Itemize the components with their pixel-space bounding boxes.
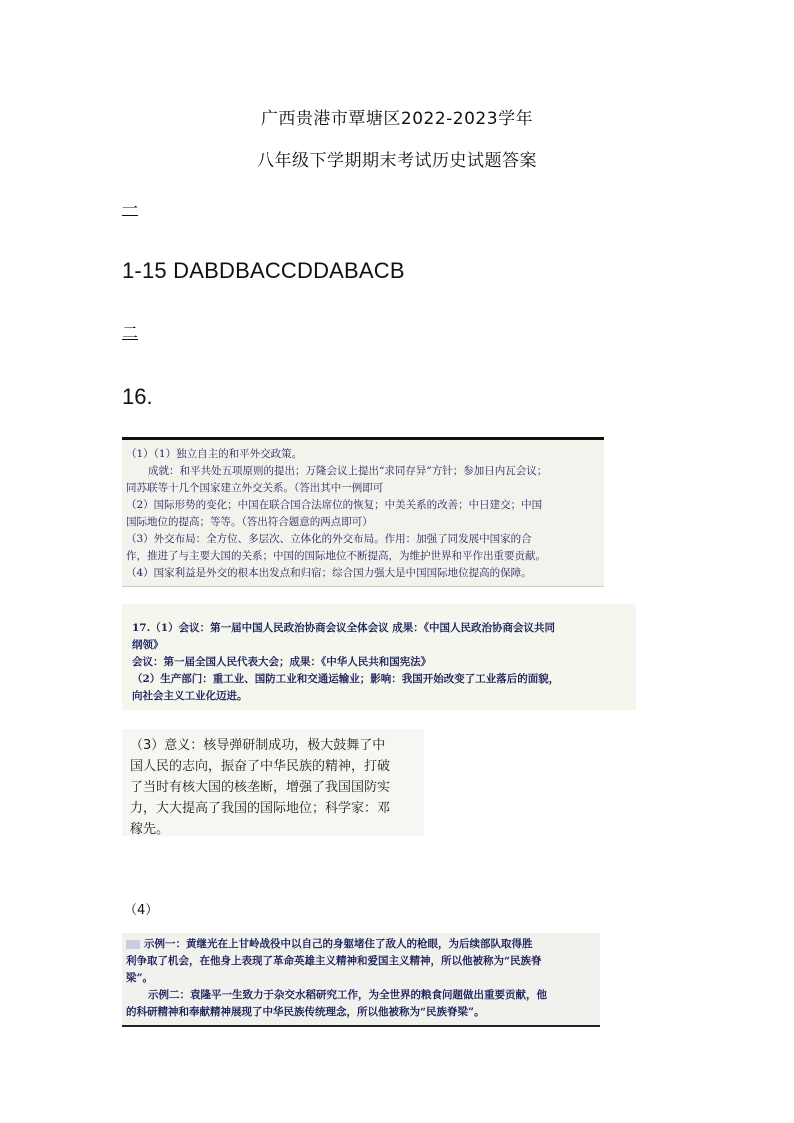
q16-line: （2）国际形势的变化；中国在联合国合法席位的恢复；中美关系的改善；中日建交；中国: [126, 499, 543, 511]
q17-line: 向社会主义工业化迈进。: [132, 690, 248, 702]
q17-4-line: 梁”。: [126, 972, 154, 984]
q17-3-line: 力，大大提高了我国的国际地位；科学家：邓: [130, 801, 391, 816]
scan-smudge-icon: [126, 940, 140, 949]
q17-3-line: 稼先。: [130, 822, 170, 837]
document-title-line1: 广西贵港市覃塘区2022-2023学年: [260, 109, 534, 129]
section-two-heading: 二: [122, 323, 139, 342]
q17-3-line: 国人民的志向，振奋了中华民族的精神，打破: [130, 759, 391, 774]
q16-line: 同苏联等十几个国家建立外交关系。（答出其中一例即可: [126, 482, 384, 494]
q17-3-line: （3）意义：核导弹研制成功，极大鼓舞了中: [130, 738, 386, 753]
q17-line: 会议：第一届全国人民代表大会；成果：《中华人民共和国宪法》: [132, 656, 432, 668]
q17-4-line: 示例一：黄继光在上甘岭战役中以自己的身躯堵住了敌人的枪眼，为后续部队取得胜: [144, 938, 533, 950]
question-16-answer-scan: [122, 437, 604, 587]
q17-4-line: 利争取了机会，在他身上表现了革命英雄主义精神和爱国主义精神，所以他被称为“民族脊: [126, 955, 542, 967]
question-17-part3-answer: [122, 729, 424, 836]
q16-line: 作，推进了与主要大国的关系；中国的国际地位不断提高，为维护世界和平作出重要贡献。: [126, 550, 546, 562]
q16-line: （1）（1）独立自主的和平外交政策。: [126, 448, 303, 460]
q17-line: 纲领》: [132, 639, 164, 651]
q16-line: 成就：和平共处五项原则的提出；万隆会议上提出“求同存异”方针；参加日内瓦会议；: [148, 465, 548, 477]
q16-line: 国际地位的提高；等等。（答出符合题意的两点即可）: [126, 516, 373, 528]
q17-4-line: 示例二：袁隆平一生致力于杂交水稻研究工作，为全世界的粮食问题做出重要贡献，他: [148, 989, 547, 1001]
q16-line: （4）国家利益是外交的根本出发点和归宿；综合国力强大是中国国际地位提高的保障。: [126, 567, 532, 579]
section-one-heading: 一: [122, 199, 139, 218]
q16-line: （3）外交布局：全方位、多层次、立体化的外交布局。作用：加强了同发展中国家的合: [126, 533, 532, 545]
q17-4-line: 的科研精神和奉献精神展现了中华民族传统理念，所以他被称为“民族脊梁”。: [126, 1006, 485, 1018]
multiple-choice-answers: 1-15 DABDBACCDDABACB: [122, 258, 405, 283]
q17-line: 17.（1）会议：第一届中国人民政治协商会议全体会议 成果：《中国人民政治协商会议共同: [132, 622, 555, 634]
document-title-line2: 八年级下学期期末考试历史试题答案: [257, 151, 537, 171]
question-17-part4-answer-scan: [122, 933, 600, 1027]
question-16-number: 16.: [122, 384, 153, 409]
question-17-part4-label: （4）: [124, 903, 159, 918]
q17-3-line: 了当时有核大国的核垄断，增强了我国国防实: [130, 780, 391, 795]
q17-line: （2）生产部门：重工业、国防工业和交通运输业；影响：我国开始改变了工业落后的面貌，: [132, 673, 560, 685]
question-17-answer-scan: [122, 604, 636, 710]
